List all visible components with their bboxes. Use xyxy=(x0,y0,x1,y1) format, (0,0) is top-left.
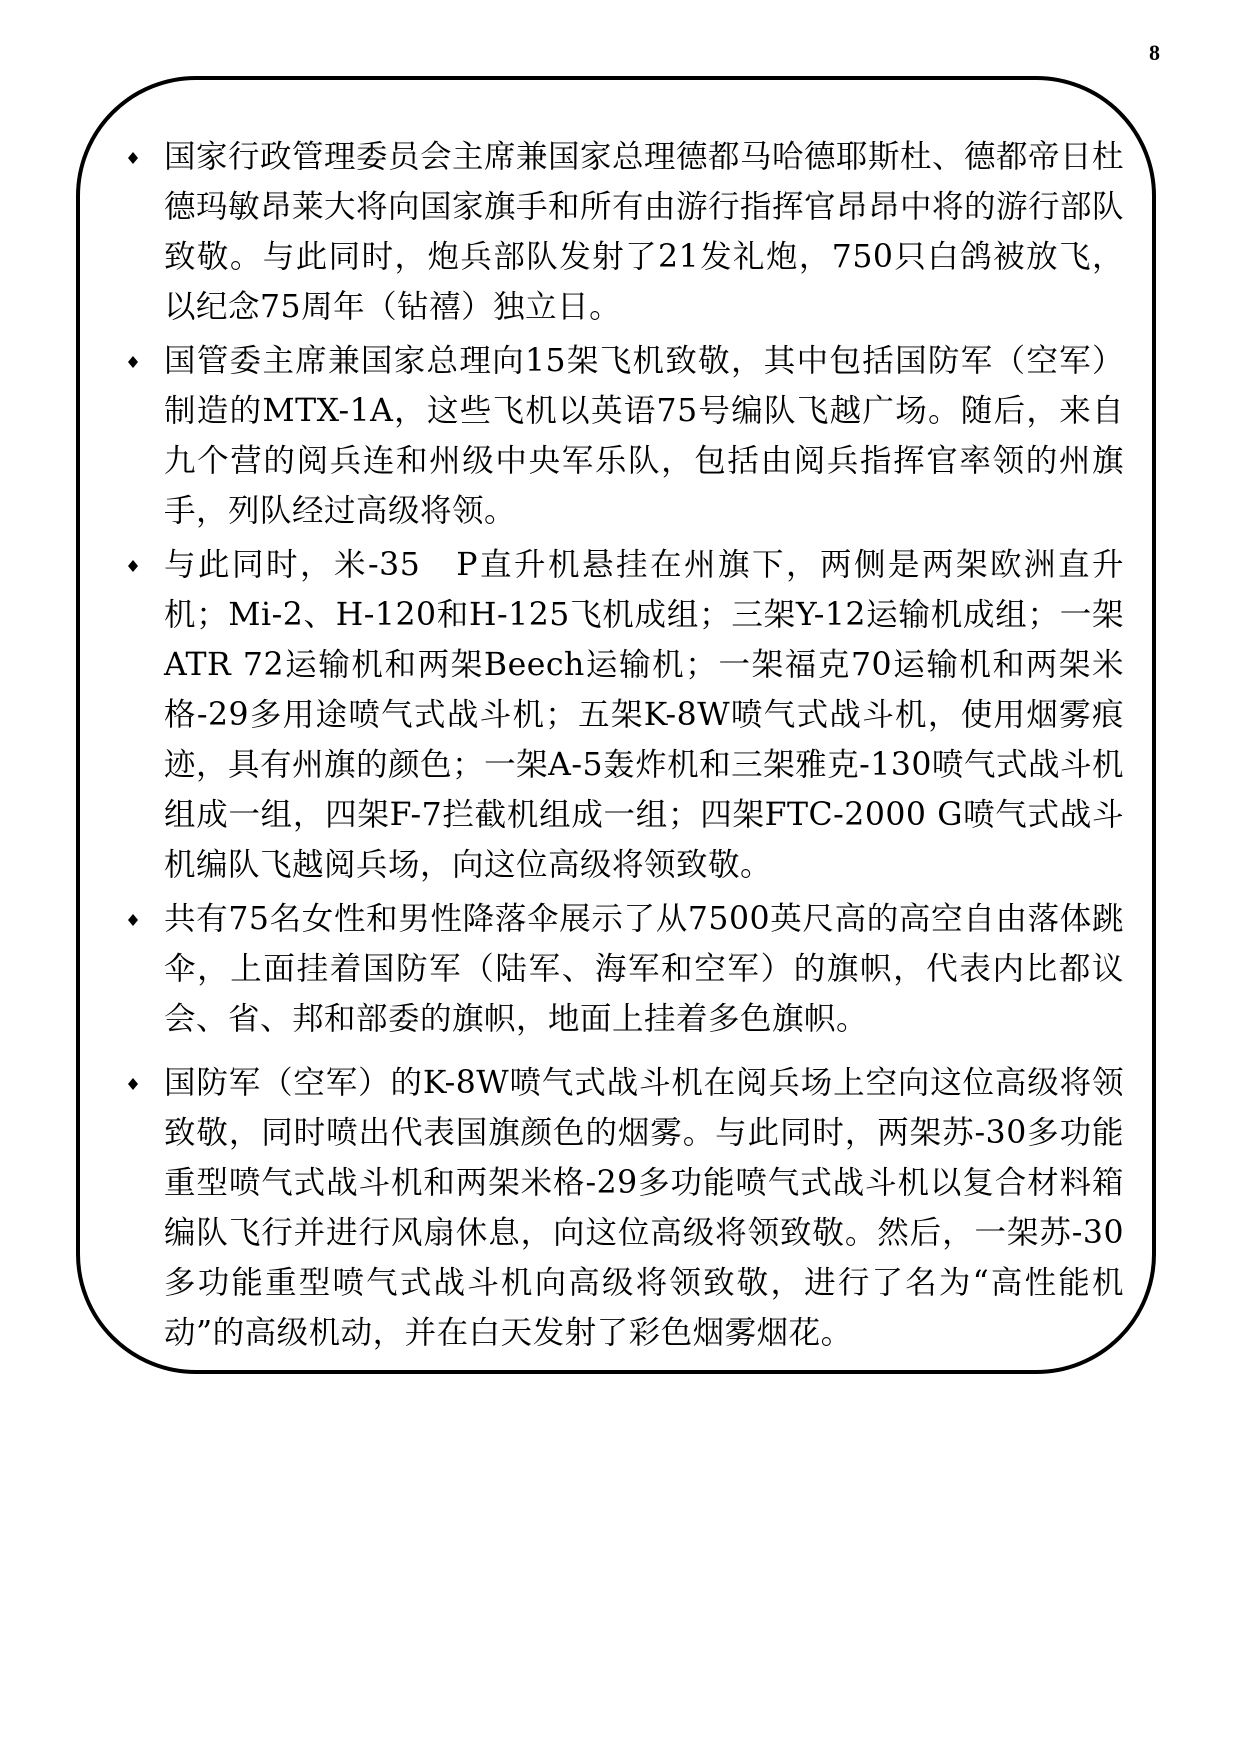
diamond-bullet-icon xyxy=(128,560,138,572)
bullet-text: 国家行政管理委员会主席兼国家总理德都马哈德耶斯杜、德都帝日杜德玛敏昂莱大将向国家旗手和所有由游行指挥官昂昂中将的游行部队致敬。与此同时，炮兵部队发射了21发礼炮，750只白鸽被放飞，以纪念75周年（钻禧）独立日。 xyxy=(164,139,1125,325)
diamond-bullet-icon xyxy=(128,152,138,164)
bullet-item xyxy=(124,540,1124,890)
bullet-text: 国防军（空军）的K-8W喷气式战斗机在阅兵场上空向这位高级将领致敬，同时喷出代表国旗颜色的烟雾。与此同时，两架苏-30多功能重型喷气式战斗机和两架米格-29多功能喷气式战斗机以复合材料箱编队飞行并进行风扇休息，向这位高级将领致敬。然后，一架苏-30多功能重型喷气式战斗机向高级将领致敬，进行了名为“高性能机动”的高级机动，并在白天发射了彩色烟雾烟花。 xyxy=(164,1065,1124,1351)
bullet-item xyxy=(124,894,1124,1044)
bullet-text: 国管委主席兼国家总理向15架飞机致敬，其中包括国防军（空军）制造的MTX-1A，这些飞机以英语75号编队飞越广场。随后，来自九个营的阅兵连和州级中央军乐队，包括由阅兵指挥官率领的州旗手，列队经过高级将领。 xyxy=(164,343,1124,529)
bullet-item xyxy=(124,1058,1124,1358)
bullet-text: 共有75名女性和男性降落伞展示了从7500英尺高的高空自由落体跳伞，上面挂着国防军（陆军、海军和空军）的旗帜，代表内比都议会、省、邦和部委的旗帜，地面上挂着多色旗帜。 xyxy=(164,901,1124,1037)
bullet-item xyxy=(124,132,1124,332)
bullet-item xyxy=(124,336,1124,536)
diamond-bullet-icon xyxy=(128,356,138,368)
diamond-bullet-icon xyxy=(128,1078,138,1090)
page-number: 8 xyxy=(1149,40,1160,65)
diamond-bullet-icon xyxy=(128,914,138,926)
bullet-text: 与此同时，米-35 P直升机悬挂在州旗下，两侧是两架欧洲直升机；Mi-2、H-120和H-125飞机成组；三架Y-12运输机成组；一架ATR 72运输机和两架Beech运输机；一架福克70运输机和两架米格-29多用途喷气式战斗机；五架K-8W喷气式战斗机，使用烟雾痕迹，具有州旗的颜色；一架A-5轰炸机和三架雅克-130喷气式战斗机组成一组，四架F-7拦截机组成一组；四架FTC-2000 G喷气式战斗机编队飞越阅兵场，向这位高级将领致敬。 xyxy=(164,547,1124,883)
bullet-list xyxy=(124,132,1124,1362)
